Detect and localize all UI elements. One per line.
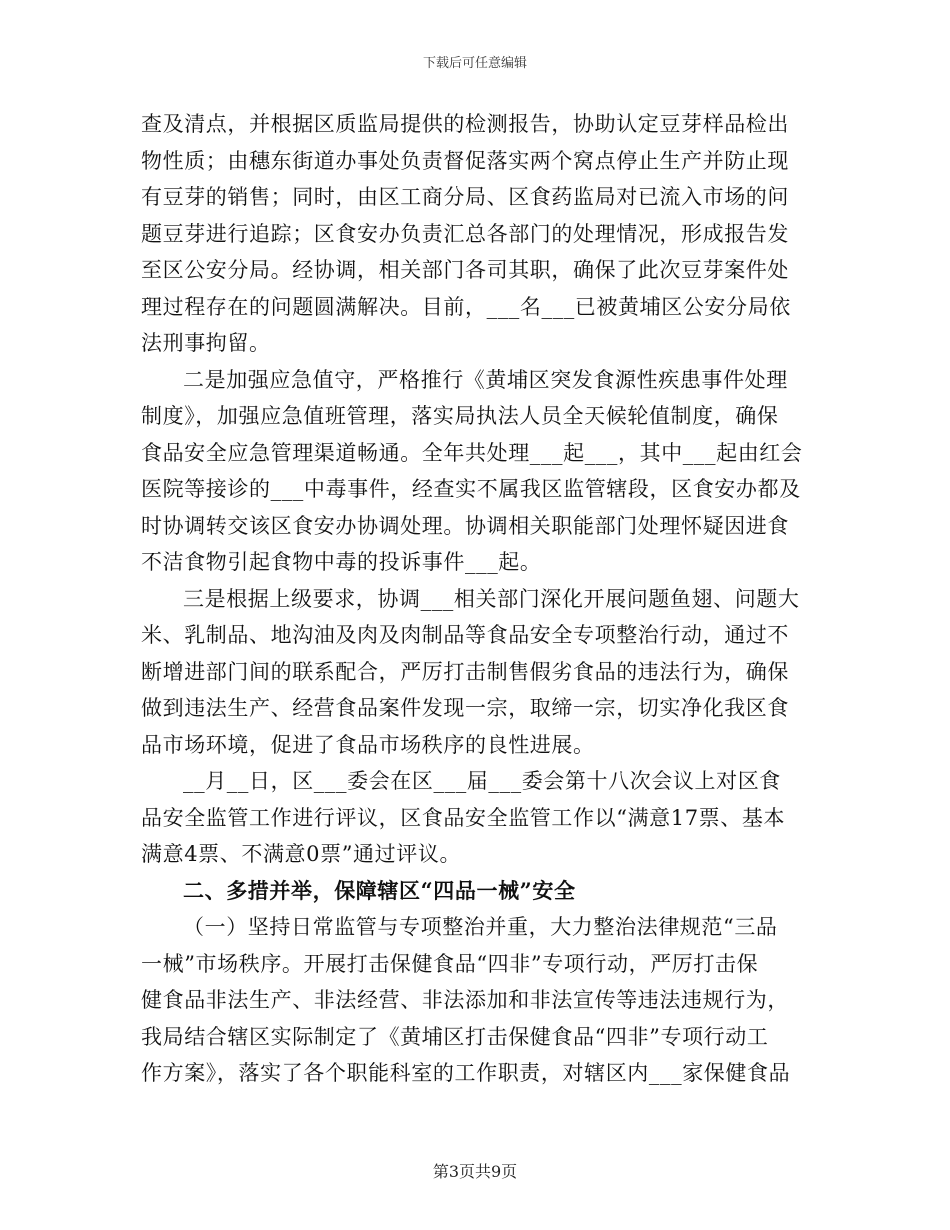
text-line: 至区公安分局。经协调，相关部门各司其职，确保了此次豆芽案件处	[141, 258, 789, 282]
text-line: 品安全监管工作进行评议，区食品安全监管工作以“满意17票、基本	[141, 805, 786, 830]
text-line: 米、乳制品、地沟油及肉及肉制品等食品安全专项整治行动，通过不	[141, 623, 789, 647]
paragraph-start-line: 三是根据上级要求，协调___相关部门深化开展问题鱼翅、问题大	[183, 586, 800, 611]
text-line: 健食品非法生产、非法经营、非法添加和非法宣传等违法违规行为，	[141, 988, 789, 1012]
text-line: 法刑事拘留。	[141, 331, 271, 355]
text-line: 理过程存在的问题圆满解决。目前，___名___已被黄埔区公安分局依	[141, 294, 791, 319]
section-heading: 二、多措并举，保障辖区“四品一械”安全	[183, 877, 576, 903]
text-line: 查及清点，并根据区质监局提供的检测报告，协助认定豆芽样品检出	[141, 112, 789, 136]
document-body	[141, 106, 811, 1092]
text-line: 有豆芽的销售；同时，由区工商分局、区食药监局对已流入市场的问	[141, 185, 789, 209]
text-line: 一械”市场秩序。开展打击保健食品“四非”专项行动，严厉打击保	[141, 951, 759, 976]
paragraph-start-line: 二是加强应急值守，严格推行《黄埔区突发食源性疾患事件处理	[183, 367, 788, 392]
text-line: 我局结合辖区实际制定了《黄埔区打击保健食品“四非”专项行动工	[141, 1024, 769, 1049]
text-line: 制度》，加强应急值班管理，落实局执法人员全天候轮值制度，确保	[141, 404, 779, 428]
text-line: 满意4票、不满意0票”通过评议。	[141, 842, 462, 866]
text-line: 品市场环境，促进了食品市场秩序的良性进展。	[141, 732, 595, 757]
paragraph-start-line: __月__日，区___委会在区___届___委会第十八次会议上对区食	[183, 769, 781, 793]
paragraph-start-line: （一）坚持日常监管与专项整治并重，大力整治法律规范“三品	[183, 915, 778, 939]
text-line: 不洁食物引起食物中毒的投诉事件___起。	[141, 550, 542, 574]
page-footer: 第3页共9页	[432, 1162, 518, 1181]
text-line: 断增进部门间的联系配合，严厉打击制售假劣食品的违法行为，确保	[141, 659, 789, 684]
text-line: 物性质；由穗东街道办事处负责督促落实两个窝点停止生产并防止现	[141, 148, 789, 173]
text-line: 作方案》，落实了各个职能科室的工作职责，对辖区内___家保健食品	[141, 1061, 791, 1085]
text-line: 做到违法生产、经营食品案件发现一宗，取缔一宗，切实净化我区食	[141, 696, 789, 720]
text-line: 时协调转交该区食安办协调处理。协调相关职能部门处理怀疑因进食	[141, 513, 789, 538]
page-header: 下载后可任意编辑	[422, 56, 527, 71]
text-line: 食品安全应急管理渠道畅通。全年共处理___起___，其中___起由红会	[141, 440, 803, 465]
text-line: 医院等接诊的___中毒事件，经查实不属我区监管辖段，区食安办都及	[141, 477, 801, 501]
text-line: 题豆芽进行追踪；区食安办负责汇总各部门的处理情况，形成报告发	[141, 221, 789, 246]
